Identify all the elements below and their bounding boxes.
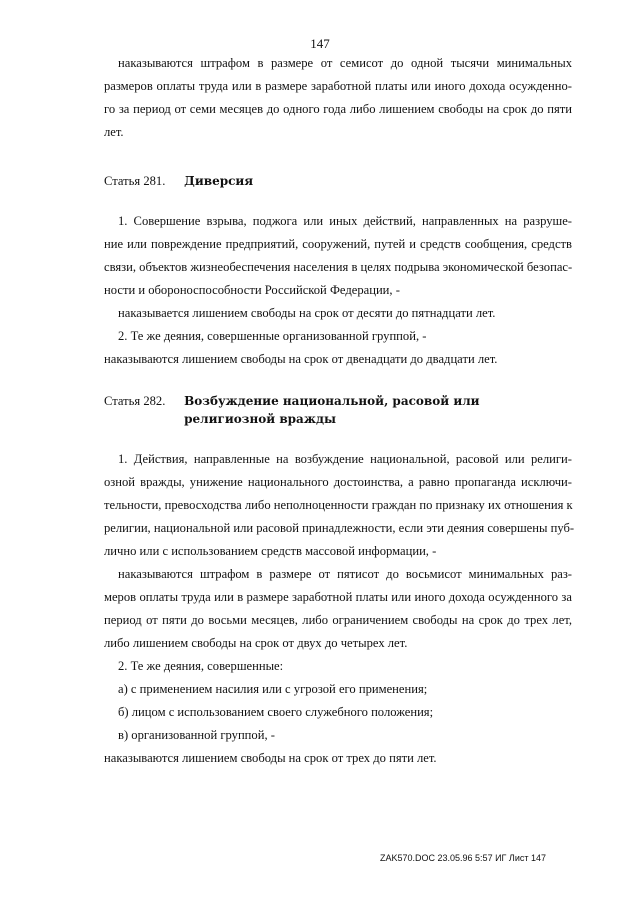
- document-footer: ZAK570.DOC 23.05.96 5:57 ИГ Лист 147: [380, 853, 546, 863]
- text-line: религии, национальной или расовой принадлежности, если эти деяния совершены пуб-: [104, 521, 575, 535]
- penalty-line: наказывается лишением свободы на срок от десяти до пятнадцати лет.: [118, 306, 496, 320]
- list-item: а) с применением насилия или с угрозой его применения;: [118, 682, 428, 696]
- text-line: лично или с использованием средств массовой информации, -: [104, 544, 437, 558]
- penalty-line: наказываются лишением свободы на срок от трех до пяти лет.: [104, 751, 437, 765]
- text-line: 1. Действия, направленные на возбуждение национальной, расовой или религи-: [118, 452, 572, 466]
- part-line: 2. Те же деяния, совершенные:: [118, 659, 284, 673]
- article-label: Статья 281.: [104, 174, 166, 188]
- intro-paragraph: [104, 52, 572, 144]
- article-282-body: [104, 448, 575, 770]
- article-title-line: Возбуждение национальной, расовой или: [184, 394, 480, 408]
- article-title: [184, 392, 479, 428]
- text-line: 1. Совершение взрыва, поджога или иных действий, направленных на разруше-: [118, 214, 572, 228]
- text-line: связи, объектов жизнеобеспечения населения в целях подрыва экономической безопас-: [104, 260, 573, 274]
- penalty-line: либо лишением свободы на срок от двух до четырех лет.: [104, 636, 408, 650]
- text-line: озной вражды, унижение национального достоинства, а равно пропаганда исключи-: [104, 475, 572, 489]
- text-line: ние или повреждение предприятий, сооружений, путей и средств сообщения, средств: [104, 237, 572, 251]
- article-282-heading: [104, 392, 480, 428]
- penalty-line: меров оплаты труда или в размере заработной платы или иного дохода осужденного за: [104, 590, 572, 604]
- article-title: Диверсия: [184, 174, 254, 188]
- text-line: го за период от семи месяцев до одного года либо лишением свободы на срок до пяти: [104, 102, 572, 116]
- list-item: б) лицом с использованием своего служебного положения;: [118, 705, 434, 719]
- article-label: Статья 282.: [104, 394, 166, 408]
- text-line: ности и обороноспособности Российской Федерации, -: [104, 283, 400, 297]
- article-281-body: [104, 210, 572, 371]
- article-281-heading: [104, 172, 253, 190]
- article-title-line: религиозной вражды: [184, 412, 336, 426]
- list-item: в) организованной группой, -: [118, 728, 275, 742]
- text-line: наказываются штрафом в размере от семисот до одной тысячи минимальных: [118, 56, 572, 70]
- part-line: 2. Те же деяния, совершенные организованной группой, -: [118, 329, 427, 343]
- text-line: тельности, превосходства либо неполноценности граждан по признаку их отношения к: [104, 498, 573, 512]
- penalty-line: период от пяти до восьми месяцев, либо ограничением свободы на срок до трех лет,: [104, 613, 572, 627]
- penalty-line: наказываются штрафом в размере от пятисот до восьмисот минимальных раз-: [118, 567, 572, 581]
- page-number: 147: [310, 36, 330, 51]
- penalty-line: наказываются лишением свободы на срок от двенадцати до двадцати лет.: [104, 352, 498, 366]
- text-line: лет.: [104, 125, 124, 139]
- text-line: размеров оплаты труда или в размере заработной платы или иного дохода осужденно-: [104, 79, 572, 93]
